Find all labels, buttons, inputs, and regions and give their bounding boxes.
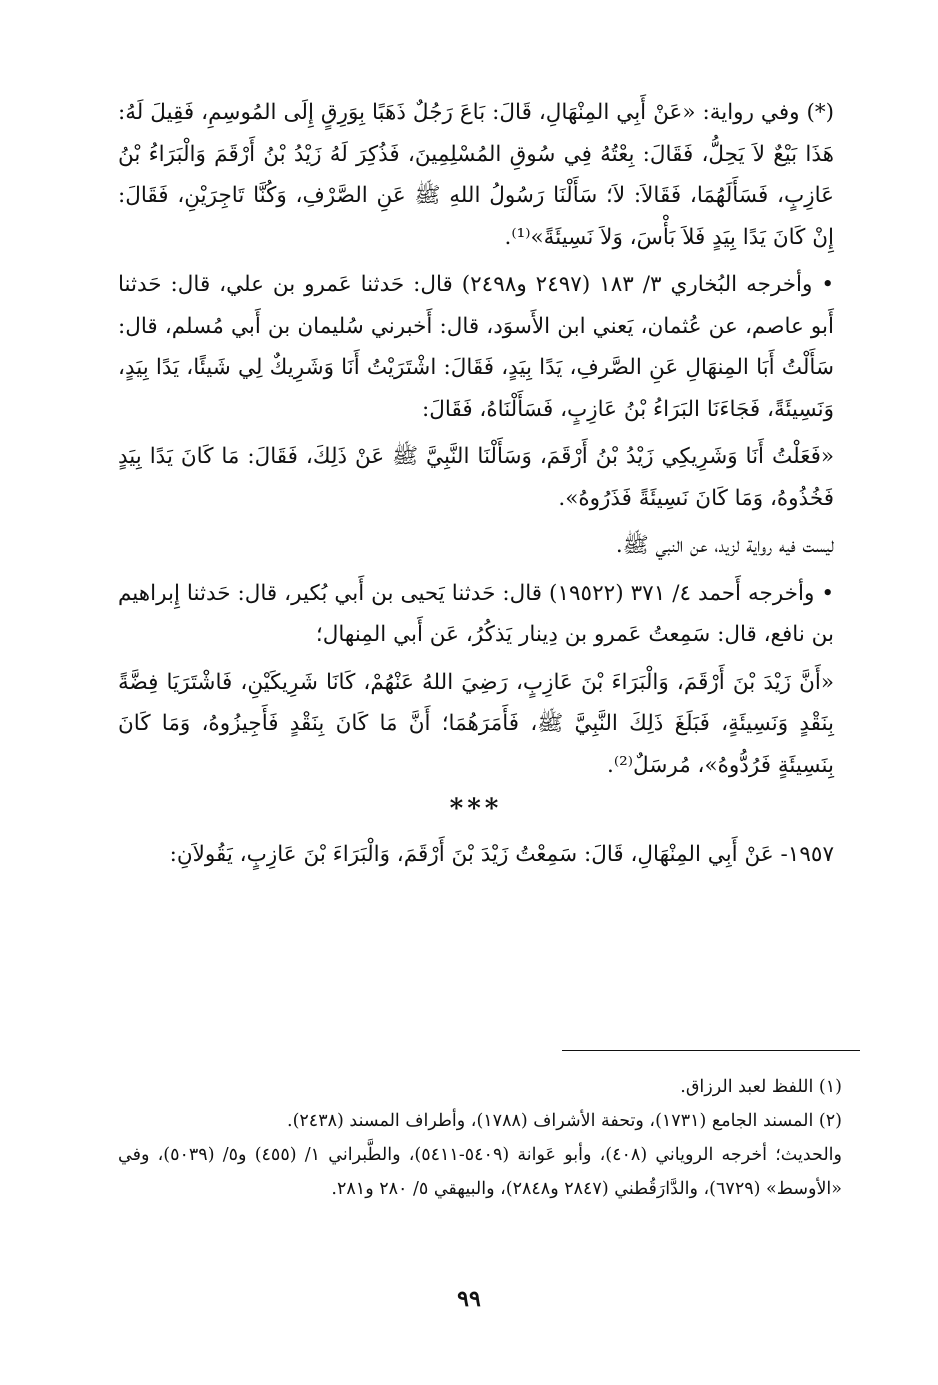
- bukhari-hadith-text: «فَعَلْتُ أَنَا وَشَرِيكِي زَيْدُ بْنُ أَرْقَمَ، وَسَأَلْنَا النَّبِيَّ ﷺ عَنْ ذَلِكَ، فَقَالَ: مَا كَانَ يَدًا بِيَدٍ فَخُذُوهُ، وَمَا كَانَ نَسِيئَةً فَذَرُوهُ».: [118, 444, 834, 511]
- footnote-1: (١) اللفظ لعبد الرزاق.: [680, 1077, 842, 1097]
- editor-note: ليست فيه رواية لزيد، عن النبي ﷺ.: [615, 533, 834, 558]
- ahmad-hadith-text: «أَنَّ زَيْدَ بْنَ أَرْقَمَ، وَالْبَرَاءَ بْنَ عَازِبٍ، رَضِيَ اللهُ عَنْهُمْ، كَانَا شَرِيكَيْنِ، فَاشْتَرَيَا فِضَّةً بِنَقْدٍ وَنَسِيئَةٍ، فَبَلَغَ ذَلِكَ النَّبِيَّ ﷺ، فَأَمَرَهُمَا؛ أَنَّ مَا كَانَ بِنَقْدٍ فَأَجِيزُوهُ، وَمَا كَانَ بِنَسِيئَةٍ فَرُدُّوهُ»، مُرسَلٌ⁽²⁾.: [118, 669, 834, 778]
- footnote-divider: [562, 1050, 860, 1051]
- ahmad-isnad: • وأخرجه أَحمد ٤/ ٣٧١ (١٩٥٢٢) قال: حَدثنا يَحيى بن أَبي بُكير، قال: حَدثنا إِبراهيم بن نافع، قال: سَمِعتُ عَمرو بن دِينار يَذكُرُ، عَن أَبي المِنهال؛: [118, 580, 834, 647]
- riwaya-paragraph: [118, 92, 834, 258]
- section-separator: ***: [449, 794, 503, 824]
- riwaya-intro: (*) وفي رواية:: [702, 100, 834, 125]
- hadith-1957: ١٩٥٧- عَنْ أَبِي المِنْهَالِ، قَالَ: سَمِعْتُ زَيْدَ بْنَ أَرْقَمَ، وَالْبَرَاءَ بْنَ عَازِبٍ، يَقُولاَنِ:: [169, 842, 834, 867]
- footnote-2-continued: والحديث؛ أخرجه الروياني (٤٠٨)، وأبو عَوانة (٥٤٠٩-٥٤١١)، والطَّبراني ١/ (٤٥٥) و٥/ (٥٠٣٩)، وفي «الأوسط» (٦٧٢٩)، والدَّارَقُطني (٢٨٤٧ و٢٨٤٨)، والبيهقي ٥/ ٢٨٠ و٢٨١.: [118, 1145, 842, 1199]
- footnotes: [118, 1070, 842, 1206]
- footnote-2: (٢) المسند الجامع (١٧٣١)، وتحفة الأشراف (١٧٨٨)، وأطراف المسند (٢٤٣٨).: [287, 1111, 842, 1131]
- riwaya-hadith-text: «عَنْ أَبِي المِنْهَالِ، قَالَ: بَاعَ رَجُلٌ ذَهَبًا بِوَرِقٍ إِلَى المُوسِمِ، فَقِيلَ لَهُ: هَذَا بَيْعٌ لاَ يَحِلُّ، فَقَالَ: بِعْتُهُ فِي سُوقِ المُسْلِمِينَ، فَذُكِرَ لَهُ زَيْدُ بْنُ أَرْقَمَ وَالْبَرَاءُ بْنُ عَازِبٍ، فَسَأَلَهُمَا، فَقَالاَ: لاَ؛ سَأَلْنَا رَسُولُ اللهِ ﷺ عَنِ الصَّرْفِ، وَكُنَّا تَاجِرَيْنِ، فَقَالَ: إِنْ كَانَ يَدًا بِيَدٍ فَلاَ بَأْسَ، وَلاَ نَسِيئَةً»⁽¹⁾.: [118, 100, 834, 250]
- page-number: ٩٩: [457, 1286, 481, 1312]
- bukhari-isnad: • وأخرجه البُخاري ٣/ ١٨٣ (٢٤٩٧ و٢٤٩٨) قال: حَدثنا عَمرو بن علي، قال: حَدثنا أَبو عاصم، عن عُثمان، يَعني ابن الأَسوَد، قال: أَخبرني سُليمان بن أَبي مُسلم، قال: سَأَلْتُ أَبَا المِنهَالِ عَنِ الصَّرفِ، يَدًا بِيَدٍ، فَقَالَ: اشْتَرَيْتُ أَنَا وَشَرِيكٌ لِي شَيئًا، يَدًا بِيَدٍ، وَنَسِيئَةً، فَجَاءَنَا البَرَاءُ بْنُ عَازِبٍ، فَسَأَلْنَاهُ، فَقَالَ:: [118, 272, 834, 422]
- main-text: [118, 92, 834, 876]
